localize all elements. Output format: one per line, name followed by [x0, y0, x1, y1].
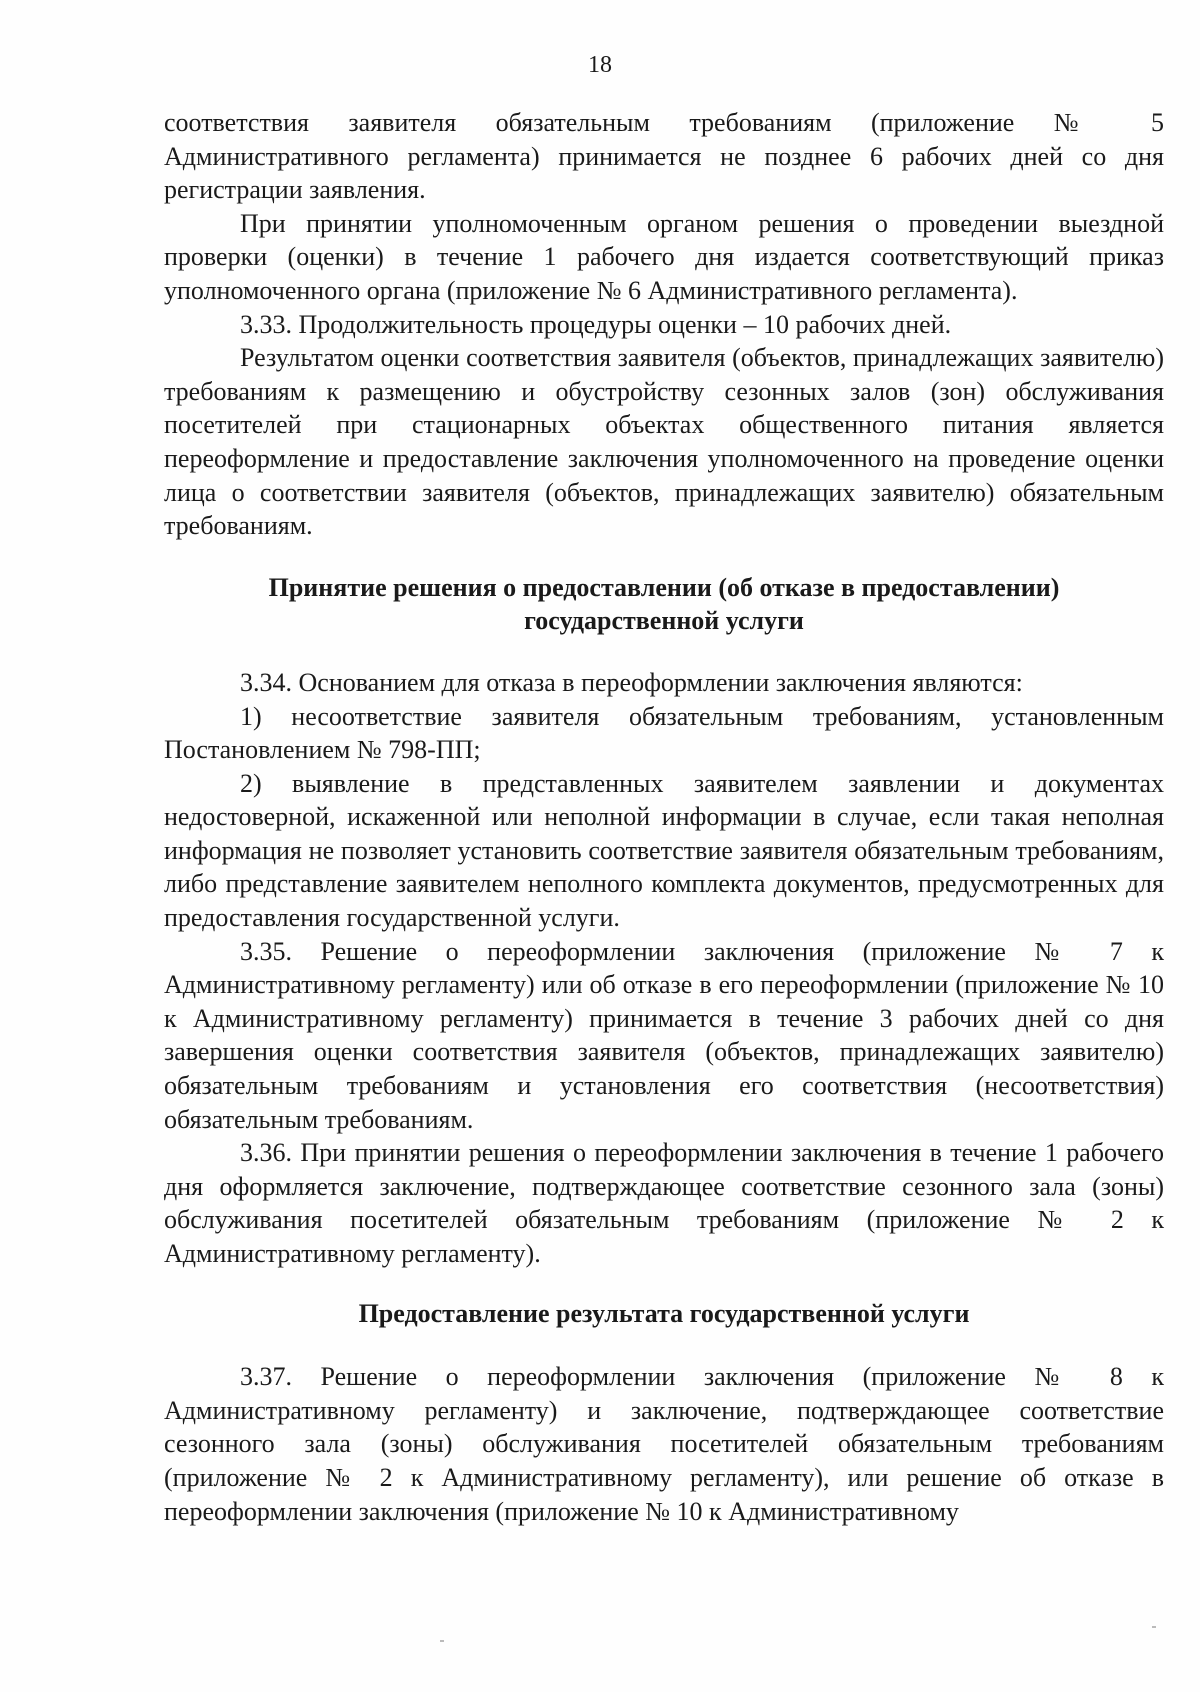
paragraph-3-36: 3.36. При принятии решения о переоформлении заключения в течение 1 рабочего дня оформляется заключение, подтверждающее соответствие сезонного зала (зоны) обслуживания посетителей обязательным требованиям (приложение № 2 к Административному регламенту).	[164, 1138, 1164, 1268]
paragraph: При принятии уполномоченным органом решения о проведении выездной проверки (оценки) в течение 1 рабочего дня издается соответствующий приказ уполномоченного органа (приложение № 6 Административного регламента).	[164, 208, 1164, 305]
section-heading-line: Принятие решения о предоставлении (об отказе в предоставлении)	[268, 572, 1060, 602]
paragraph-3-35: 3.35. Решение о переоформлении заключения (приложение № 7 к Административному регламенту) или об отказе в его переоформлении (приложение № 10 к Административному регламенту) принимается в течение 3 рабочих дней со дня завершения оценки соответствия заявителя (объектов, принадлежащих заявителю) обязательным требованиям и установления его соответствия (несоответствия) обязательным требованиям.	[164, 936, 1164, 1134]
scan-artifact	[1152, 1626, 1156, 1628]
list-item: 1) несоответствие заявителя обязательным требованиям, установленным Постановлением № 798-ПП;	[164, 701, 1164, 765]
section-heading-line: государственной услуги	[524, 606, 804, 636]
paragraph-3-34: 3.34. Основанием для отказа в переоформлении заключения являются:	[240, 667, 1023, 697]
page-number: 18	[588, 52, 612, 78]
paragraph: Результатом оценки соответствия заявителя (объектов, принадлежащих заявителю) требованиям к размещению и обустройству сезонных залов (зон) обслуживания посетителей при стационарных объектах общественного питания является переоформление и предоставление заключения уполномоченного на проведение оценки лица о соответствии заявителя (объектов, принадлежащих заявителю) обязательным требованиям.	[164, 343, 1164, 541]
document-body	[164, 106, 1164, 1528]
paragraph-3-33: 3.33. Продолжительность процедуры оценки – 10 рабочих дней.	[240, 309, 952, 339]
list-item: 2) выявление в представленных заявителем заявлении и документах недостоверной, искаженной или неполной информации в случае, если такая неполная информация не позволяет установить соответствие заявителя обязательным требованиям, либо представление заявителем неполного комплекта документов, предусмотренных для предоставления государственной услуги.	[164, 768, 1164, 933]
paragraph-3-37: 3.37. Решение о переоформлении заключения (приложение № 8 к Административному регламенту) и заключение, подтверждающее соответствие сезонного зала (зоны) обслуживания посетителей обязательным требованиям (приложение № 2 к Административному регламенту), или решение об отказе в переоформлении заключения (приложение № 10 к Административному	[164, 1362, 1164, 1526]
section-heading	[164, 571, 1164, 638]
scan-artifact	[440, 1640, 444, 1642]
section-heading	[164, 1297, 1164, 1331]
section-heading-line: Предоставление результата государственной услуги	[358, 1298, 970, 1328]
paragraph: соответствия заявителя обязательным требованиям (приложение № 5 Административного регламента) принимается не позднее 6 рабочих дней со дня регистрации заявления.	[164, 108, 1164, 205]
